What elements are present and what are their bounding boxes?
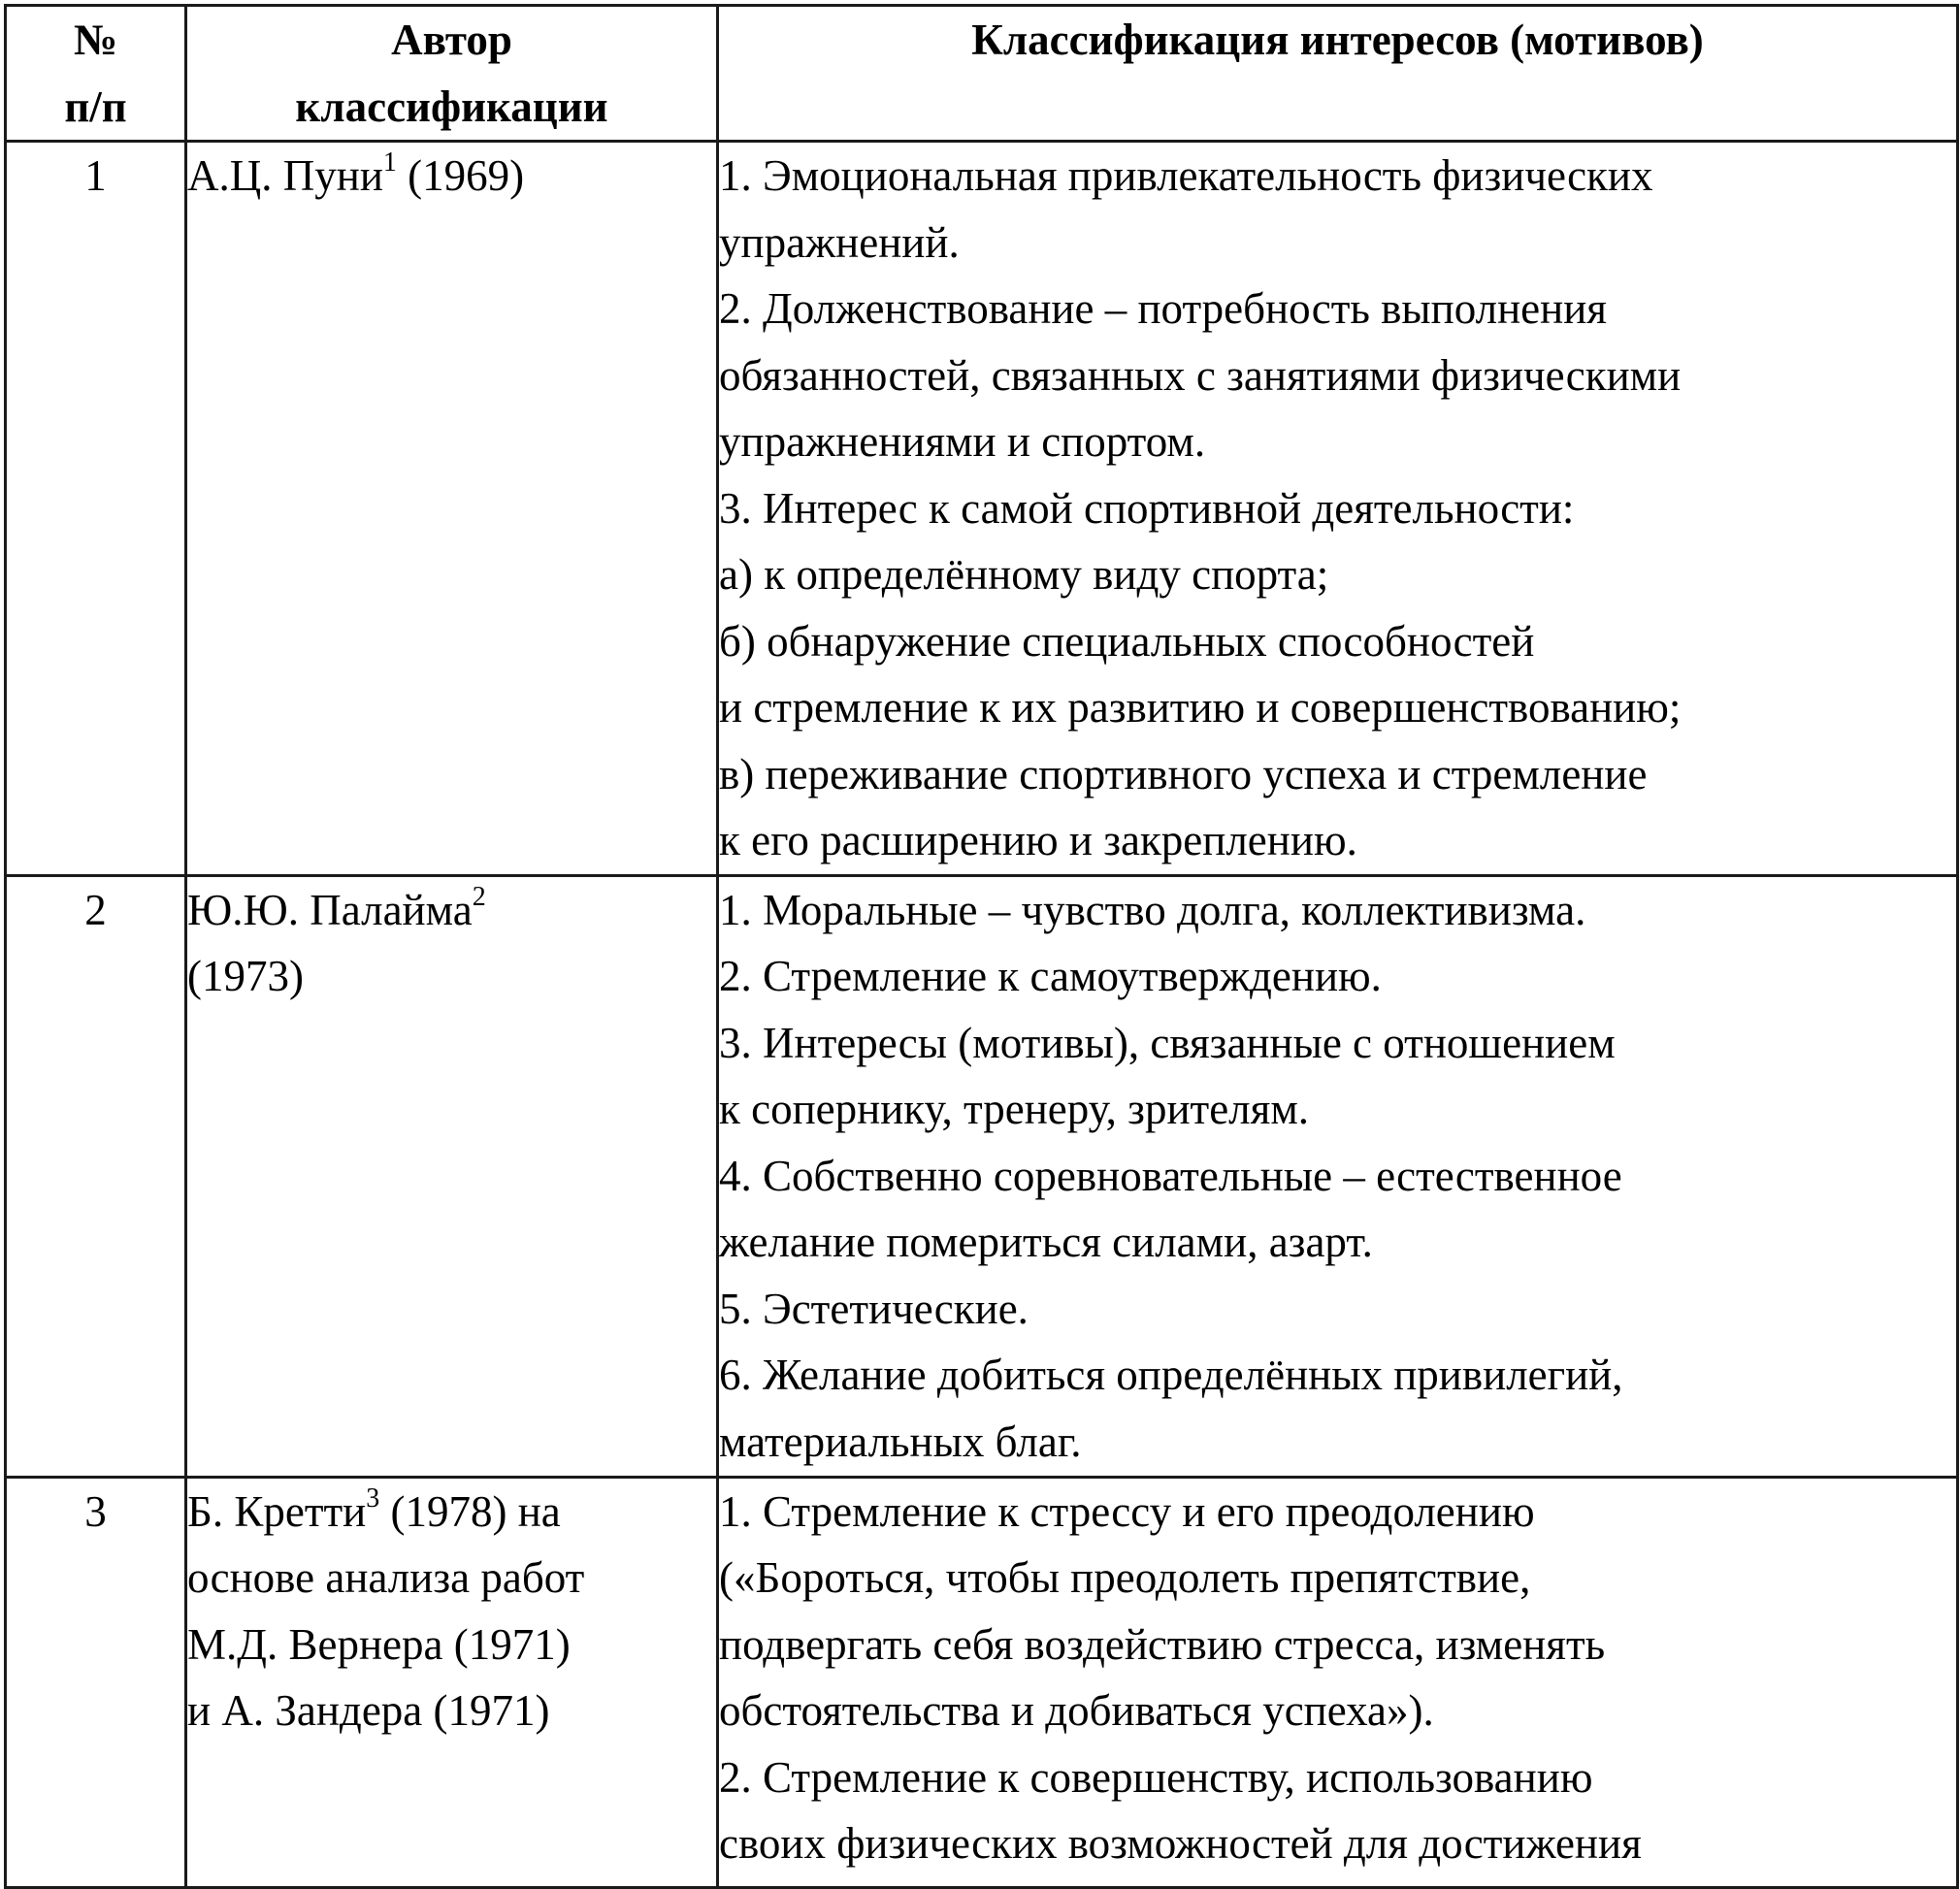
classification-line: («Бороться, чтобы преодолеть препятствие,: [719, 1553, 1531, 1602]
author-name: А.Ц. Пуни: [187, 151, 383, 200]
author-line: и А. Зандера (1971): [187, 1686, 550, 1735]
classification-line: к его расширению и закреплению.: [719, 816, 1357, 864]
row-number: 1: [6, 142, 186, 876]
header-author-line: Автор: [391, 16, 512, 64]
author-line: [187, 1479, 716, 1546]
classification-line: 1. Моральные – чувство долга, коллективизма.: [719, 885, 1586, 934]
classification-line: желание помериться силами, азарт.: [719, 1218, 1373, 1266]
classification-line: и стремление к их развитию и совершенствованию;: [719, 683, 1682, 732]
header-classification-line: Классификация интересов (мотивов): [971, 16, 1704, 64]
classification-line: 1. Стремление к стрессу и его преодолению: [719, 1486, 1535, 1536]
author-year: (1969): [396, 151, 525, 200]
classification-line: 6. Желание добиться определённых привилегий,: [719, 1351, 1623, 1399]
classification-line: упражнениями и спортом.: [719, 417, 1206, 466]
footnote-marker[interactable]: 2: [472, 881, 486, 912]
header-author-line: классификации: [295, 81, 608, 131]
classification-line: а) к определённому виду спорта;: [719, 550, 1329, 599]
classification-line: 3. Интерес к самой спортивной деятельности:: [719, 483, 1575, 533]
classification-line: подвергать себя воздействию стресса, изменять: [719, 1619, 1606, 1669]
classification-line: материальных благ.: [719, 1417, 1082, 1466]
table-header-row: [6, 6, 1958, 142]
header-number: [6, 6, 186, 142]
classification-line: своих физических возможностей для достижения: [719, 1819, 1642, 1868]
row-classification: [718, 875, 1958, 1477]
classification-line: 4. Собственно соревновательные – естественное: [719, 1151, 1622, 1200]
row-classification: [718, 1477, 1958, 1887]
row-author: [186, 1477, 718, 1887]
row-author: [186, 142, 718, 876]
footnote-marker[interactable]: 3: [366, 1482, 380, 1514]
classification-line: обстоятельства и добиваться успеха»).: [719, 1686, 1434, 1735]
header-number-line: п/п: [64, 81, 127, 131]
classification-line: в) переживание спортивного успеха и стремление: [719, 749, 1648, 798]
classification-line: к сопернику, тренеру, зрителям.: [719, 1085, 1310, 1133]
classification-line: 2. Стремление к совершенству, использованию: [719, 1752, 1593, 1802]
author-year: (1978) на: [379, 1486, 561, 1536]
author-name: Б. Кретти: [187, 1486, 367, 1536]
author-line: М.Д. Вернера (1971): [187, 1619, 571, 1669]
author-line: [187, 877, 716, 944]
classification-line: обязанностей, связанных с занятиями физическими: [719, 350, 1682, 400]
footnote-marker[interactable]: 1: [382, 147, 397, 178]
row-number: 2: [6, 875, 186, 1477]
classification-line: 1. Эмоциональная привлекательность физических: [719, 151, 1653, 200]
author-line: [187, 143, 716, 210]
author-line: основе анализа работ: [187, 1553, 585, 1602]
classification-line: 2. Стремление к самоутверждению.: [719, 952, 1382, 1000]
row-number: 3: [6, 1477, 186, 1887]
classification-line: б) обнаружение специальных способностей: [719, 616, 1535, 666]
header-classification: [718, 6, 1958, 142]
classification-line: упражнений.: [719, 217, 960, 267]
author-name: Ю.Ю. Палайма: [187, 885, 473, 934]
classification-line: 5. Эстетические.: [719, 1284, 1029, 1333]
header-author: [186, 6, 718, 142]
table-row: [6, 875, 1958, 1477]
header-number-line: №: [73, 16, 118, 64]
classification-line: 3. Интересы (мотивы), связанные с отношением: [719, 1018, 1616, 1067]
classification-line: 2. Долженствование – потребность выполнения: [719, 284, 1607, 333]
row-author: [186, 875, 718, 1477]
table-row: [6, 1477, 1958, 1887]
author-year: (1973): [187, 952, 304, 1000]
table-row: [6, 142, 1958, 876]
row-classification: [718, 142, 1958, 876]
motives-classification-table: [4, 4, 1959, 1889]
